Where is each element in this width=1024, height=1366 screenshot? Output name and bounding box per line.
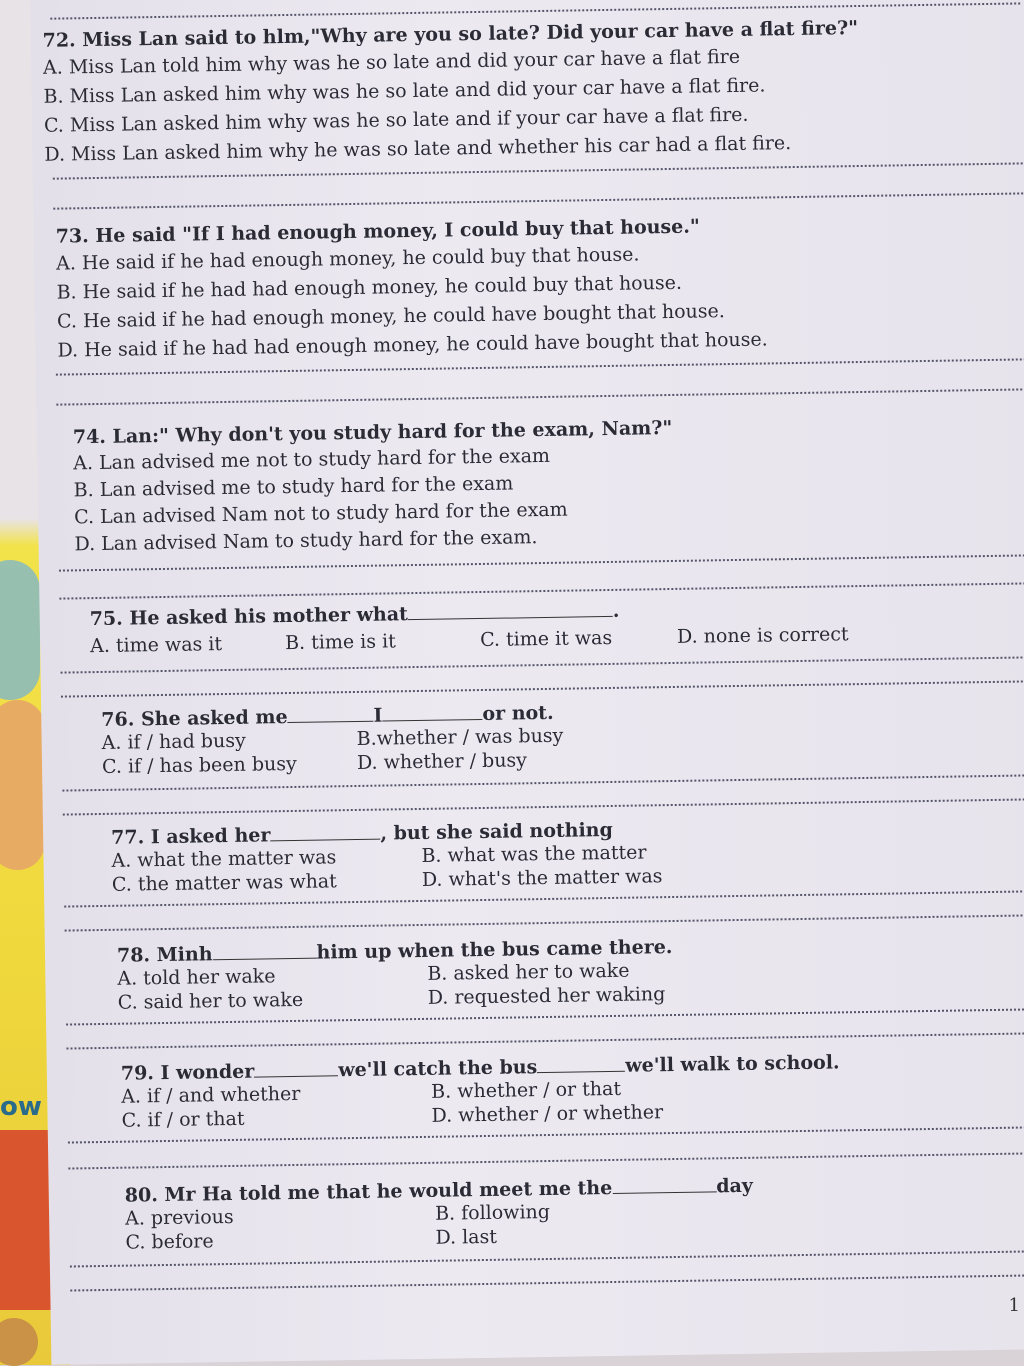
option-b: B.whether / was busy [356,724,564,750]
option-d: D. none is correct [676,623,849,648]
cover-shape [0,1130,52,1310]
answer-line [70,1274,1024,1291]
option-a: A. He said if he had enough money, he could buy that house. [55,243,640,275]
option-d: D. He said if he had had enough money, he could have bought that house. [57,328,768,362]
option-d: D. Lan advised Nam to study hard for the exam. [74,526,538,556]
option-a: A. if / had busy [101,729,246,754]
option-c: C. before [125,1230,214,1254]
option-c: C. He said if he had enough money, he could have bought that house. [56,300,725,333]
worksheet-page [30,0,1024,1365]
question-78 [117,928,1024,1015]
question-title-mid: we'll catch the bus [338,1056,538,1082]
answer-line [56,388,1024,405]
cover-text: ow [0,1092,42,1122]
option-c: C. Miss Lan asked him why was he so late and if your car have a flat fire. [43,103,749,137]
option-a: A. previous [124,1205,234,1230]
question-title: 80. Mr Ha told me that he would meet me the [124,1177,613,1207]
question-title: 77. I asked her [110,824,271,849]
option-b: B. Miss Lan asked him why was he so late and did your car have a flat fire. [43,74,766,108]
question-77 [111,810,1024,897]
question-76 [101,692,1024,779]
question-80 [125,1168,1024,1255]
option-b: B. Lan advised me to study hard for the exam [73,472,514,502]
option-b: B. what was the matter [421,841,647,867]
answer-blank [382,701,482,722]
question-title-end: . [612,599,620,622]
question-title: 79. I wonder [120,1060,255,1085]
answer-line [66,1032,1024,1049]
cover-shape [0,1318,38,1366]
question-title-end: , but she said nothing [380,818,613,845]
answer-blank [254,1057,338,1077]
option-a: A. Miss Lan told him why was he so late and did your car have a flat fire [42,45,741,79]
option-a: A. told her wake [117,965,276,990]
answer-blank [537,1053,625,1073]
answer-line [59,554,1024,571]
option-d: D. what's the matter was [421,865,663,891]
option-b: B. time is it [284,630,396,655]
question-72 [42,13,1004,170]
option-b: B. following [434,1200,551,1225]
option-c: C. the matter was what [111,870,337,896]
option-b: B. He said if he had had enough money, he could buy that house. [56,271,683,304]
question-74 [73,409,1024,558]
question-73 [56,209,1018,366]
option-c: C. time it was [479,626,613,652]
question-75 [90,591,1024,661]
option-c: C. said her to wake [117,988,304,1014]
answer-line [68,1152,1024,1169]
option-a: A. if / and whether [121,1082,301,1108]
question-title-end: day [716,1174,754,1198]
question-title: 74. Lan:" Why don't you study hard for the exam, Nam?" [72,416,673,449]
option-d: D. last [435,1225,498,1249]
option-a: A. what the matter was [111,846,337,872]
answer-blank [212,940,316,961]
question-title-end: we'll walk to school. [625,1051,840,1077]
answer-blank [287,703,373,723]
answer-blank [612,1173,716,1194]
option-b: B. whether / or that [431,1077,622,1103]
question-title: 73. He said "If I had enough money, I could buy that house." [55,215,700,248]
question-title-end: or not. [482,701,554,725]
answer-blank [270,821,380,842]
question-title-mid: I [373,704,383,727]
option-d: D. whether / or whether [431,1101,664,1127]
option-d: D. Miss Lan asked him why he was so late and whether his car had a flat fire. [44,132,792,166]
question-title-end: him up when the bus came there. [316,936,673,964]
option-a: A. Lan advised me not to study hard for the exam [73,444,551,475]
option-c: C. if / or that [121,1107,245,1132]
option-c: C. if / has been busy [101,752,297,778]
option-a: A. time was it [89,633,223,658]
option-d: D. whether / busy [356,749,528,774]
cover-illustration [0,700,45,870]
question-title: 76. She asked me [101,706,288,731]
cover-illustration [0,560,40,700]
question-79 [121,1046,1024,1133]
question-title: 75. He asked his mother what [89,603,409,631]
answer-blank [408,598,613,620]
question-title: 72. Miss Lan said to hlm,"Why are you so late? Did your car have a flat fire?" [42,16,859,52]
question-title: 78. Minh [116,943,213,967]
option-d: D. requested her waking [427,983,666,1009]
answer-line [53,192,1023,209]
option-c: C. Lan advised Nam not to study hard for the exam [73,498,568,529]
page-number: 1 [1008,1295,1020,1316]
option-b: B. asked her to wake [427,959,630,985]
answer-line [65,914,1024,931]
